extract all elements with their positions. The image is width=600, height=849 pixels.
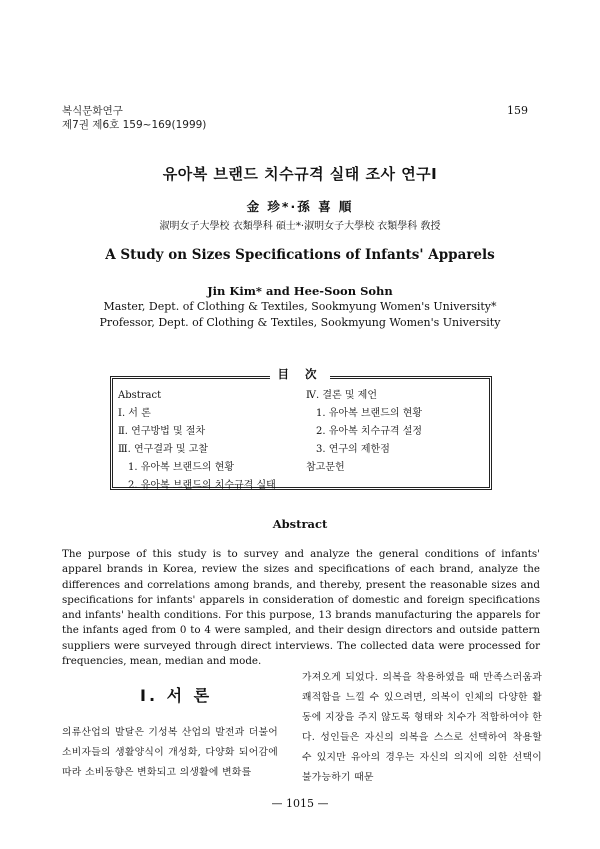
toc-item: Abstract xyxy=(118,390,162,401)
journal-name: 복식문화연구 xyxy=(62,105,123,117)
paper-title-korean: 유아복 브랜드 치수규격 실태 조사 연구Ⅰ xyxy=(162,165,438,183)
toc-right-column xyxy=(306,387,422,477)
affiliation-korean: 淑明女子大學校 衣類學科 碩士*·淑明女子大學校 衣類學科 敎授 xyxy=(159,221,441,232)
paper-title-english: A Study on Sizes Specifications of Infants' Apparels xyxy=(105,247,495,263)
toc-subitem: 2. 유아복 치수규격 설정 xyxy=(316,426,423,437)
abstract-body: The purpose of this study is to survey and analyze the general conditions of infants' apparel brands in Korea, review the sizes and specifications of each brand, analyze the differences and correlations among brands, and thereby, present the reasonable sizes and specifications for infants' apparels in consideration of domestic and foreign specifications and infants' health conditions. For this purpose, 13 brands manufacturing the apparels for the infants aged from 0 to 4 were sampled, and their design directors and outside pattern suppliers were surveyed through direct interviews. The collected data were processed for frequencies, mean, median and mode. xyxy=(62,548,540,668)
toc-item: Ⅱ. 연구방법 및 절차 xyxy=(118,426,206,437)
toc-item: 참고문헌 xyxy=(306,462,345,473)
toc-subitem: 1. 유아복 브랜드의 현황 xyxy=(128,462,235,473)
affiliation-line: Master, Dept. of Clothing & Textiles, Sookmyung Women's University* xyxy=(103,300,497,313)
body-text-right-column: 가져오게 되었다. 의복을 착용하였을 때 만족스러움과 쾌적함을 느낄 수 있으려면, 의복이 인체의 다양한 활동에 지장을 주지 않도록 형태와 치수가 적합하여야 한다. 성인들은 자신의 의복을 스스로 선택하여 착용할 수 있지만 유아의 경우는 자신의 의지에 의한 선택이 불가능하기 때문 xyxy=(302,672,542,783)
journal-issue: 제7권 제6호 159~169(1999) xyxy=(62,119,207,131)
authors-korean: 金 珍*·孫 喜 順 xyxy=(246,199,354,214)
toc-subitem: 1. 유아복 브랜드의 현황 xyxy=(316,408,423,419)
affiliations-english xyxy=(0,299,600,331)
page-footer-number: — 1015 — xyxy=(271,797,329,810)
authors-english: Jin Kim* and Hee-Soon Sohn xyxy=(207,284,393,298)
toc-subitem: 2. 유아복 브랜드의 치수규격 실태 xyxy=(128,480,276,491)
toc-item: Ⅰ. 서 론 xyxy=(118,408,151,419)
toc-subitem: 3. 연구의 제한점 xyxy=(316,444,390,455)
toc-left-column xyxy=(118,387,276,495)
section-heading-introduction: Ⅰ. 서 론 xyxy=(140,686,213,705)
toc-heading: 目 次 xyxy=(270,366,330,382)
toc-item: Ⅳ. 결론 및 제언 xyxy=(306,390,378,401)
body-text-left-column: 의류산업의 발달은 기성복 산업의 발전과 더불어 소비자들의 생활양식이 개성화, 다양화 되어감에 따라 소비동향은 변화되고 의생활에 변화를 xyxy=(62,727,278,778)
page-number: 159 xyxy=(507,104,528,117)
abstract-heading: Abstract xyxy=(272,517,328,531)
toc-item: Ⅲ. 연구결과 및 고찰 xyxy=(118,444,208,455)
journal-header xyxy=(62,104,206,132)
affiliation-line: Professor, Dept. of Clothing & Textiles, Sookmyung Women's University xyxy=(99,316,501,329)
